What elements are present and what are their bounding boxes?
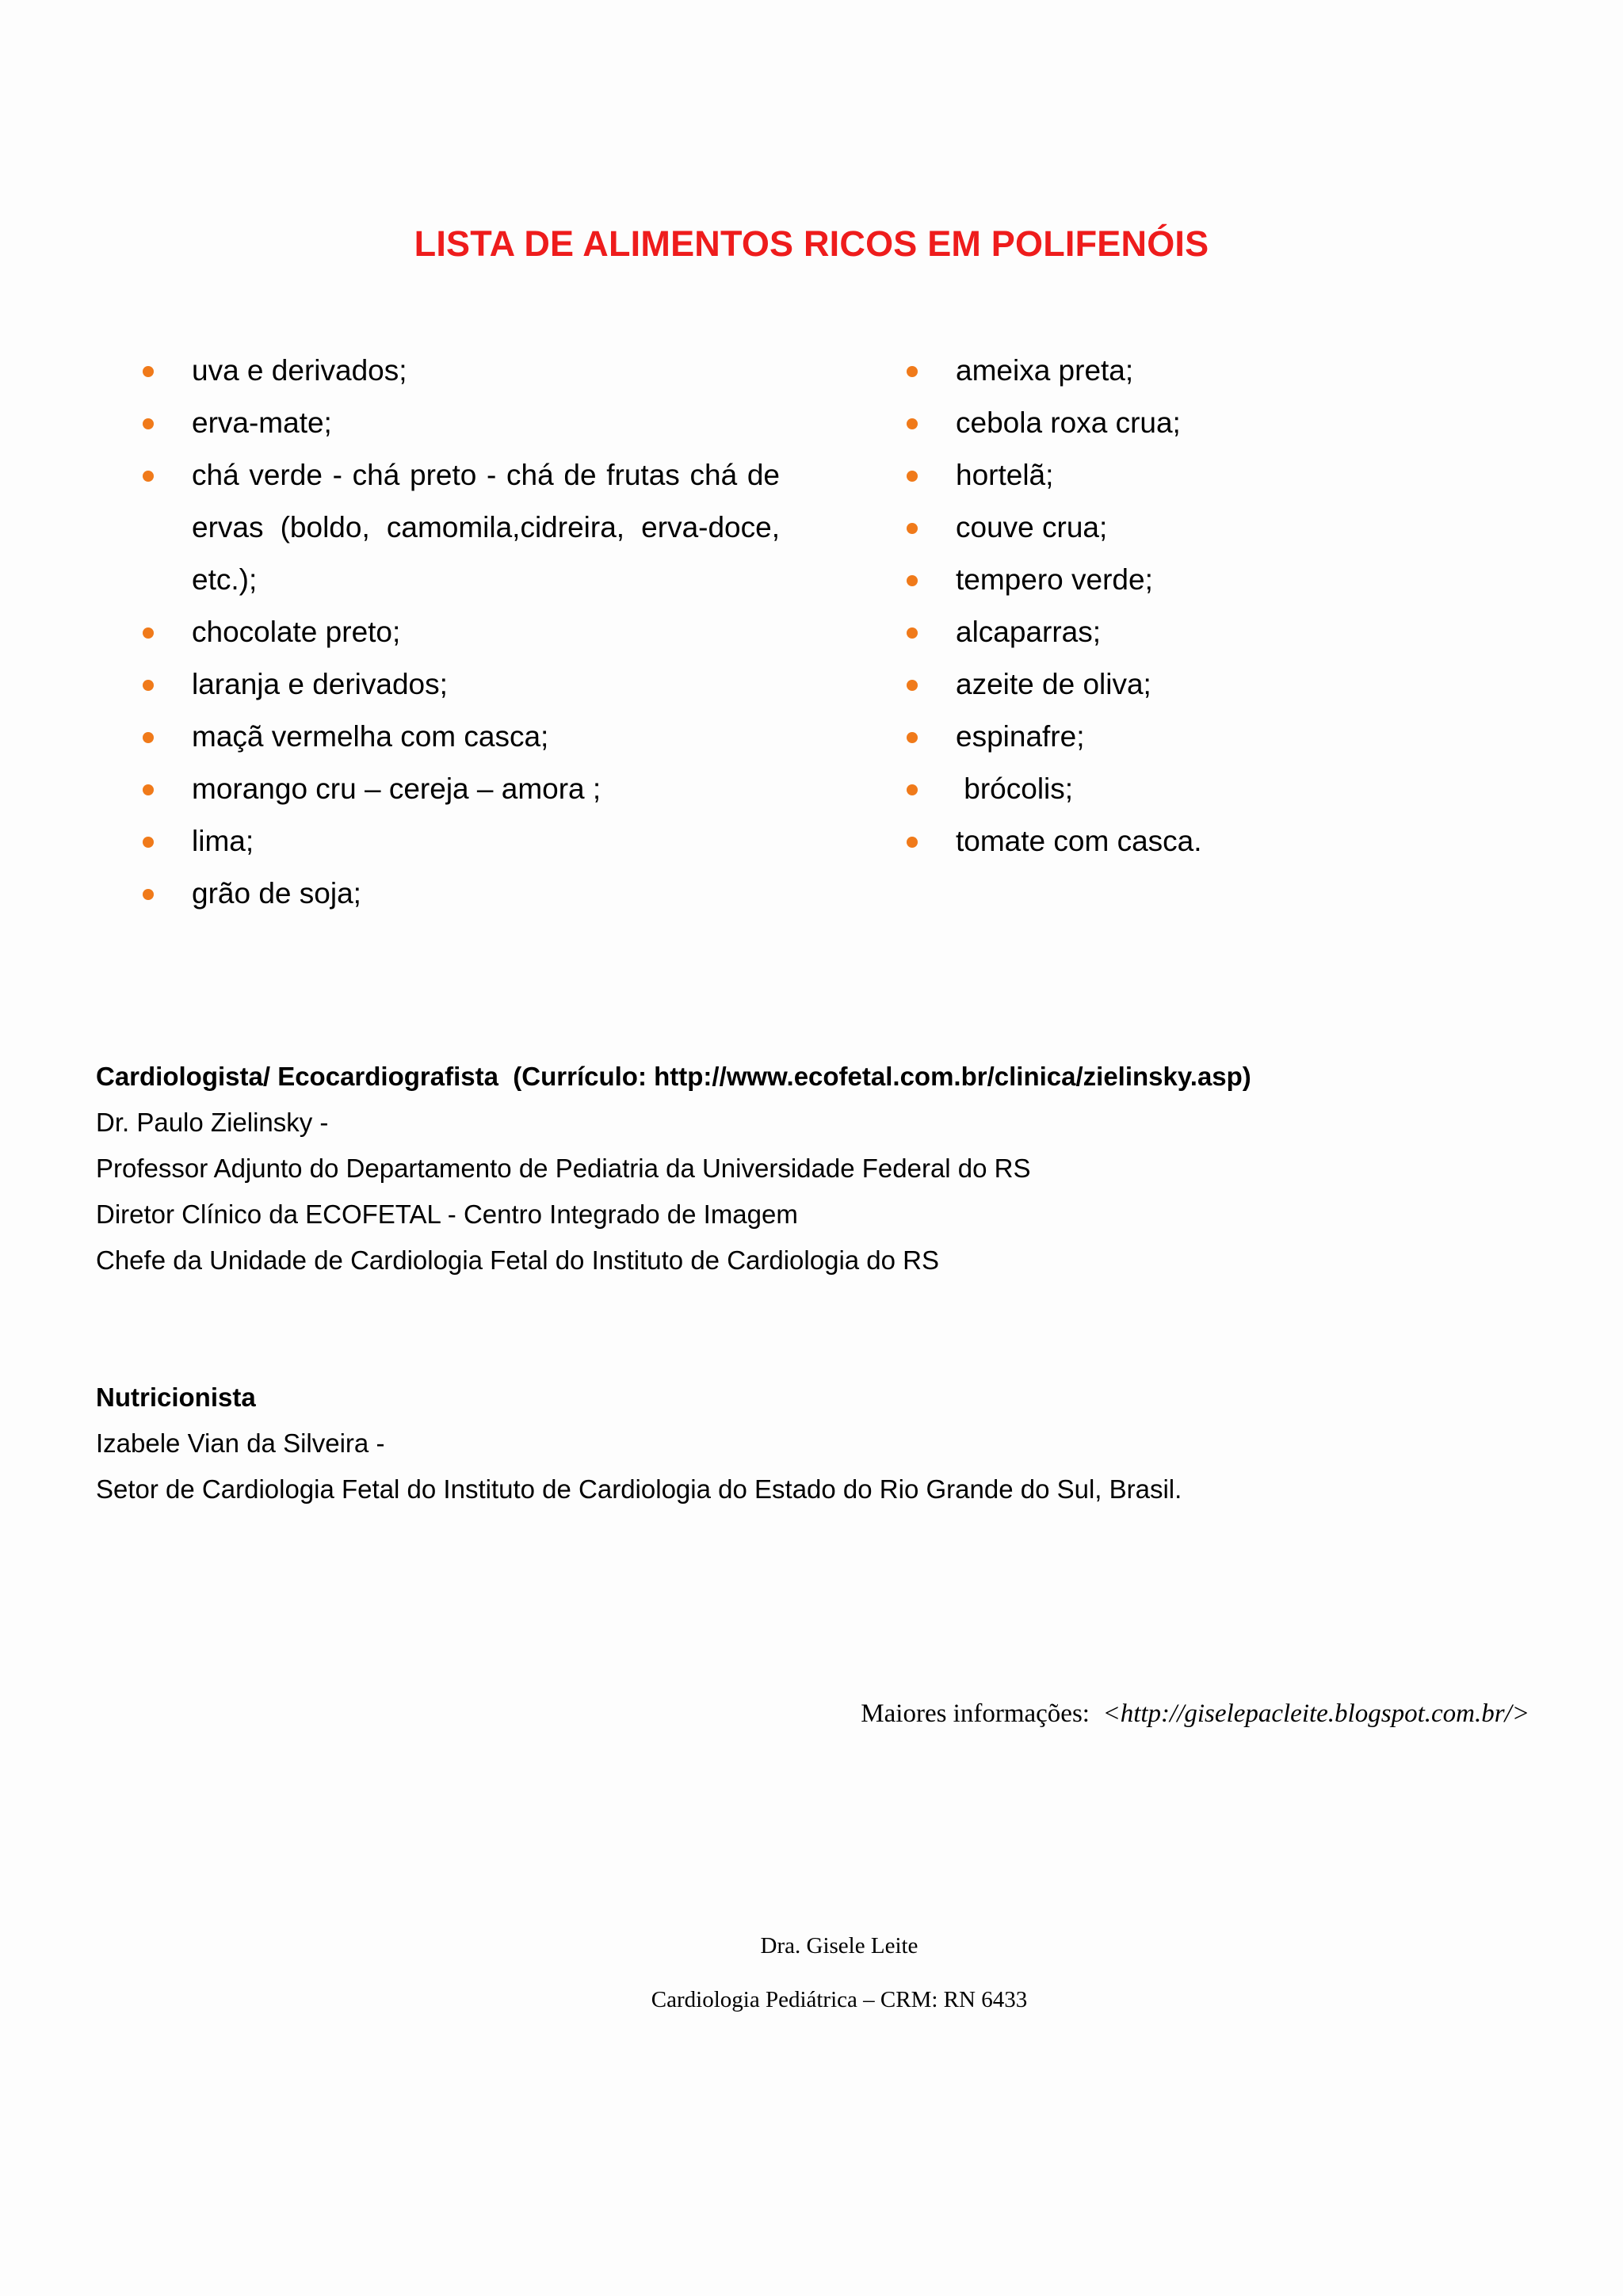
list-item: grão de soja; — [143, 868, 777, 920]
bullet-icon — [907, 523, 918, 534]
page-title: LISTA DE ALIMENTOS RICOS EM POLIFENÓIS — [414, 223, 1209, 264]
list-item: brócolis; — [907, 763, 1461, 815]
list-item: hortelã; — [907, 449, 1461, 502]
bullet-icon — [143, 418, 154, 429]
nutritionist-name: Izabele Vian da Silveira - — [96, 1428, 385, 1458]
signature-specialty: Cardiologia Pediátrica – CRM: RN 6433 — [651, 1987, 1028, 2012]
list-item: lima; — [143, 815, 777, 868]
list-item: tomate com casca. — [907, 815, 1461, 868]
cardiologist-name: Dr. Paulo Zielinsky - — [96, 1108, 329, 1137]
list-item: espinafre; — [907, 711, 1461, 763]
food-list-left — [143, 345, 780, 920]
list-item: azeite de oliva; — [907, 658, 1461, 711]
list-item: morango cru – cereja – amora ; — [143, 763, 777, 815]
list-item: uva e derivados; — [143, 345, 777, 397]
more-info — [861, 1699, 1529, 1729]
bullet-icon — [143, 366, 154, 377]
cardiologist-line: Diretor Clínico da ECOFETAL - Centro Integrado de Imagem — [96, 1199, 798, 1229]
bullet-icon — [143, 784, 154, 795]
bullet-icon — [907, 627, 918, 639]
list-item: erva-mate; — [143, 397, 777, 449]
list-item: tempero verde; — [907, 554, 1461, 606]
signature-name: Dra. Gisele Leite — [760, 1933, 918, 1958]
list-item: maçã vermelha com casca; — [143, 711, 777, 763]
bullet-icon — [143, 471, 154, 482]
list-item: chá verde - chá preto - chá de frutas chá de ervas (boldo, camomila,cidreira, erva-doce, etc.); — [143, 449, 777, 606]
list-item: couve crua; — [907, 502, 1461, 554]
bullet-icon — [907, 784, 918, 795]
list-item: alcaparras; — [907, 606, 1461, 658]
bullet-icon — [907, 575, 918, 586]
bullet-icon — [143, 680, 154, 691]
nutritionist-heading: Nutricionista — [96, 1383, 256, 1412]
list-item: ameixa preta; — [907, 345, 1461, 397]
cardiologist-line: Professor Adjunto do Departamento de Pediatria da Universidade Federal do RS — [96, 1154, 1031, 1183]
bullet-icon — [143, 627, 154, 639]
bullet-icon — [143, 732, 154, 743]
list-item: cebola roxa crua; — [907, 397, 1461, 449]
bullet-icon — [907, 680, 918, 691]
cardiologist-credits — [96, 1054, 1251, 1283]
cardiologist-line: Chefe da Unidade de Cardiologia Fetal do Instituto de Cardiologia do RS — [96, 1245, 940, 1275]
more-info-link[interactable]: <http://giselepacleite.blogspot.com.br/> — [1102, 1699, 1529, 1728]
bullet-icon — [143, 837, 154, 848]
list-item: laranja e derivados; — [143, 658, 777, 711]
bullet-icon — [907, 366, 918, 377]
more-info-label: Maiores informações: — [861, 1699, 1103, 1728]
list-item: chocolate preto; — [143, 606, 777, 658]
nutritionist-credits — [96, 1375, 1182, 1512]
bullet-icon — [907, 837, 918, 848]
cardiologist-heading: Cardiologista/ Ecocardiografista (Currículo: http://www.ecofetal.com.br/clinica/zielinsky.asp) — [96, 1062, 1251, 1091]
bullet-icon — [907, 418, 918, 429]
nutritionist-line: Setor de Cardiologia Fetal do Instituto de Cardiologia do Estado do Rio Grande do Sul, Brasil. — [96, 1474, 1182, 1504]
bullet-icon — [143, 889, 154, 900]
bullet-icon — [907, 471, 918, 482]
food-list-right — [907, 345, 1461, 868]
bullet-icon — [907, 732, 918, 743]
